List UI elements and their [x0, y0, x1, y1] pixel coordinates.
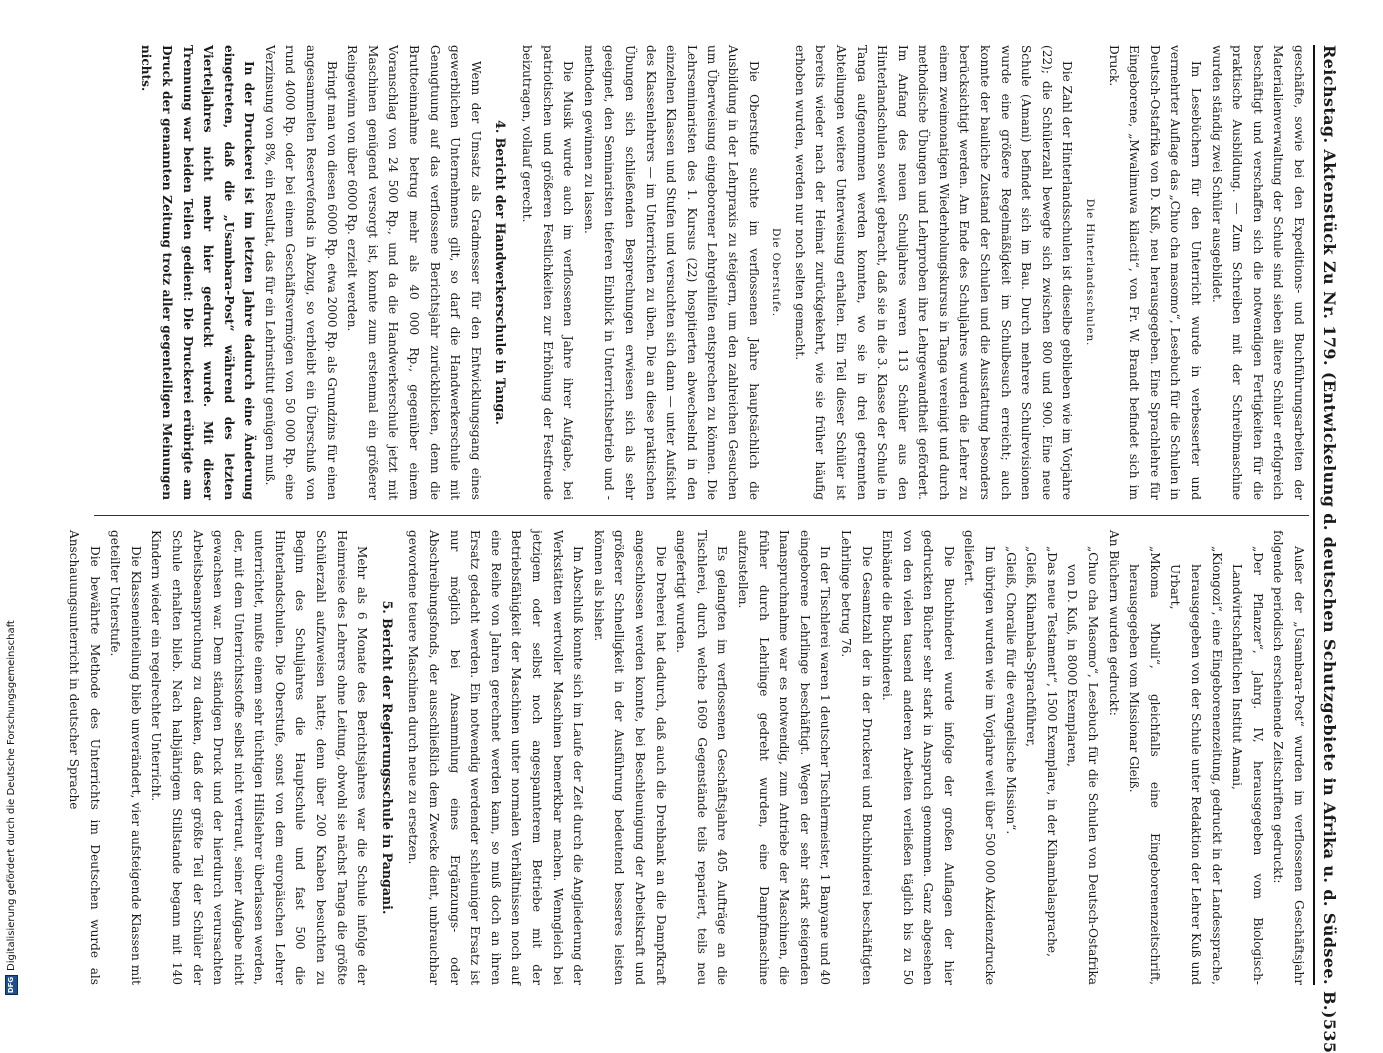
- credit-text: Digitalisierung gefördert durch die Deutsche Forschungsgemeinschaft: [5, 620, 17, 971]
- paragraph: Bringt man von diesen 6000 Rp. etwa 2000 Rp. als Grundzins für einen angesammelten Reservefonds in Abzug, so verbleibt ein Überschuß von rund 4000 Rp. oder bei einem Geschäftsvermögen von 50 000 Rp. eine Verzinsung von 8%, ein Resultat, das für ein Lehrinstitut genügen muß.: [262, 45, 339, 500]
- page-number: 535: [1320, 1018, 1340, 1053]
- paragraph: Im Abschluß konnte sich im Laufe der Zeit durch die Angliederung der Werkstätten wertvoller Maschinen bemerkbar machen. Wenngleich bei jetzigem oder selbst noch angespannterem Betriebe mit der Betriebsfähigkeit der Maschinen unter normalen Verhältnissen noch auf eine Reihe von Jahren gerechnet werden kann, so muß doch an ihren Ersatz gedacht werden. Ein notwendig werdender schleuniger Ersatz ist nur möglich bei Ansammlung eines Ergänzungs- oder Abschreibungsfonds, der ausschließlich dem Zwecke dient, unbrauchbar gewordene teuere Maschinen durch neue zu ersetzen.: [406, 530, 586, 985]
- publication-item: „Der Pflanzer“, Jahrg. IV, herausgegeben vom Biologisch-Landwirtschaftlichen Institut Amani,: [1230, 546, 1265, 985]
- paragraph: geschäfte, sowie bei den Expeditions- und Buchführungsarbeiten der Materialienverwaltung der Schule sind sieben ältere Schüler erfolgreich beschäftigt und verschaffen sich die notwendigen Fertigkeiten für die praktische Ausbildung. — Zum Schreiben mit der Schreibmaschine wurden ständig zwei Schüler ausgebildet.: [1209, 45, 1306, 500]
- paragraph: Es gelangten im verflossenen Geschäftsjahre 405 Aufträge an die Tischlerei, durch welche 1609 Gegenstände teils repariert, teils neu angefertigt wurden.: [674, 530, 730, 985]
- paragraph: Die Dreherei hat dadurch, daß auch die Drehbank an die Dampfkraft angeschlossen werden konnte, bei Beschleunigung der Arbeitskraft und größerer Schnelligkeit in der Ausführung bedeutend besseres leisten können als bisher.: [591, 530, 668, 985]
- publication-item: „Mkoma Mbuli“, gleichfalls eine Eingeborenenzeitschrift, herausgegeben vom Missionar Gleiß.: [1127, 546, 1162, 985]
- paragraph: In der Druckerei ist im letzten Jahre dadurch eine Änderung eingetreten, daß die „Usambara-Post“ während des letzten Vierteljahres nicht mehr hier gedruckt wurde. Mit dieser Trennung war beiden Teilen gedient: Die Druckerei erübrigte am Druck der genannten Zeitung trotz aller gegenteiligen Meinungen nichts.: [139, 45, 257, 500]
- dfg-logo-icon: DFG: [5, 975, 18, 995]
- paragraph: Die bewährte Methode des Unterrichts im Deutschen wurde als Anschauungsunterricht in deutscher Sprache: [66, 530, 102, 985]
- paragraph: Im übrigen wurden wie im Vorjahre weit über 500 000 Akzidenzdrucke geliefert.: [962, 530, 998, 985]
- subheading-hinterland: Die Hinterlandsschulen.: [1084, 198, 1097, 347]
- page-header: [1313, 45, 1345, 1053]
- rotated-document-page: [66, 45, 1345, 1053]
- running-title: Reichstag. Aktenstück Zu Nr. 179. (Entwickelung d. deutschen Schutzgebiete in Afrika u. d. Südsee. B.): [1320, 45, 1340, 1019]
- paragraph: Im Lesebüchern für den Unterricht wurde in verbesserter und vermehrter Auflage das „Chuo cha masomo“, Lesebuch für die Schulen in Deutsch-Ostafrika von D. Kuß, neu herausgegeben. Eine Sprachlehre für Eingeborene, „Mwalimuwa kilaciti“, von Fr. W. Brandt befindet sich im Druck.: [1106, 45, 1204, 500]
- book-item: „Das neue Testament“, 1500 Exemplare, in der Kihambalasprache,: [1044, 546, 1059, 957]
- section-heading-5: 5. Bericht der Regierungsschule in Pangani.: [379, 600, 395, 915]
- paragraph: Die Klasseneinteilung blieb unverändert, vier aufsteigende Klassen mit geteilter Unterstufe.: [108, 530, 143, 985]
- right-column: [66, 530, 1309, 985]
- paragraph: Außer der „Usambara-Post“ wurden im verflossenen Geschäftsjahr folgende periodisch erscheinende Zeitschriften gedruckt:: [1271, 530, 1306, 985]
- book-item: „Gleiß, Kihambala-Sprachführer,: [1024, 546, 1039, 747]
- paragraph: Wenn der Umsatz als Gradmesser für den Entwicklungsgang eines gewerblichen Unternehmens gilt, so darf die Handwerkerschule mit Genugtuung auf das verflossene Berichtsjahr zurückblicken, denn die Bruttoeinnahme betrug mehr als 40 000 Rp., gegenüber einem Voranschlag von 24 500 Rp., und da die Handwerkerschule jetzt mit Maschinen genügend versorgt ist, konnte zum erstenmal ein größerer Reingewinn von über 6000 Rp. erzielt werden.: [345, 45, 483, 500]
- paragraph: Die Gesamtzahl der in der Druckerei und Buchbinderei beschäftigten Lehrlinge betrug 76.: [838, 530, 874, 985]
- paragraph: Die Zahl der Hinterlandsschulen ist dieselbe geblieben wie im Vorjahre (22); die Schülerzahl bewegte sich zwischen 800 und 900. Eine neue Schule (Amani) befindet sich im Bau. Durch mehrere Schulrevisionen wurde eine größere Regelmäßigkeit im Schulbesuch erreicht; auch konnte der bauliche Zustand der Schulen und die Ausstattung besonders berücksichtigt werden. Am Ende des Schuljahres wurden die Lehrer zu einem zweimonatigen Wiederholungskursus in Tanga vereinigt und durch methodische Übungen und Lehrproben ihre Lehrgewandtheit gefördert. Im Anfang des neuen Schuljahres waren 113 Schüler aus den Hinterlandschulen soweit gebracht, daß sie in die 3. Klasse der Schule in Tanga aufgenommen werden konnten, wo sie in drei getrennten Abteilungen weitere Unterweisung erhalten. Ein Teil dieser Schüler ist bereits wieder nach der Heimat zurückgekehrt, wie sie früher häufig erhoben wurden, werden nur noch selten gemacht.: [792, 45, 1075, 500]
- book-item: „Gleiß, Choralie für die evangelische Mission“.: [1003, 546, 1018, 835]
- column-divider: [94, 515, 1309, 516]
- section-heading-4: 4. Bericht der Handwerkerschule in Tanga.: [493, 120, 509, 425]
- paragraph: An Büchern wurden gedruckt:: [1106, 530, 1121, 716]
- subheading-oberstufe: Die Oberstufe.: [770, 228, 783, 317]
- paragraph: Die Oberstufe suchte im verflossenen Jahre hauptsächlich die Ausbildung in der Lehrpraxis zu steigern, um den zahlreichen Gesuchen um Überweisung eingeborener Lehrgehilfen entsprechen zu können. Die Lehrseminaristen des 1. Kursus (22) hospitierten abwechselnd in den einzelnen Klassen und Stufen und versuchten sich dann — unter Aufsicht des Klassenlehrers — im Unterrichten zu üben. Die an diese praktischen Übungen sich schließenden Besprechungen erwiesen sich als sehr geeignet, den Seminaristen tieferen Einblick in Unterrichtsbetrieb und -methoden gewinnen zu lassen.: [581, 45, 761, 500]
- paragraph: Die Musik wurde auch im verflossenen Jahre ihrer Aufgabe, bei patriotischen und größeren Festlichkeiten zur Erhöhung der Festfreude beizutragen, vollauf gerecht.: [520, 45, 576, 500]
- publication-item: „Kiongozi“, eine Eingeborenenzeitung, gedruckt in der Landessprache, herausgegeben von der Schule unter Redaktion der Lehrer Kuß und Urbart,: [1168, 546, 1224, 985]
- paragraph: Mehr als 6 Monate des Berichtsjahres war die Schule infolge der Heimreise des Lehrers ohne Leitung, obwohl sie nächst Tanga die größte Schülerzahl aufzuweisen hatte; denn über 200 Knaben besuchten zu Beginn des Schuljahres die Hauptschule und fast 500 die Hinterlandschulen. Die Oberstufe, sonst von dem europäischen Lehrer unterrichtet, mußte einem sehr tüchtigen Hilfslehrer überlassen werden, der, mit dem Unterrichtsstoffe selbst nicht vertraut, seiner Aufgabe nicht gewachsen war. Dem ständigen Druck und der hierdurch verursachten Arbeitsbeanspruchung zu danken, daß der größte Teil der Schüler der Schule erhalten blieb. Nach halbjährigem Stillstande begann mit 140 Kindern wieder ein regelrechter Unterricht.: [149, 530, 370, 985]
- left-column: [89, 45, 1309, 500]
- book-item: „Chuo cha Masomo“, Lesebuch für die Schulen von Deutsch-Ostafrika von D. Kuß, in 8000 Exemplaren,: [1065, 546, 1101, 985]
- paragraph: In der Tischlerei waren 1 deutscher Tischlermeister, 1 Banyane und 40 eingeborene Lehrlinge beschäftigt. Wegen der sehr stark steigenden Inanspruchnahme war es notwendig, zum Antriebe der Maschinen, die früher durch Lehrlinge gedreht wurden, eine Dampfmaschine aufzustellen.: [735, 530, 833, 985]
- paragraph: Die Buchbinderei wurde infolge der großen Auflagen der hier gedruckten Bücher sehr stark in Anspruch genommen. Ganz abgesehen von den vielen tausend anderen Arbeiten verließen täglich bis zu 50 Einbände die Buchbinderei.: [880, 530, 956, 985]
- digitization-credit: [3, 5, 19, 995]
